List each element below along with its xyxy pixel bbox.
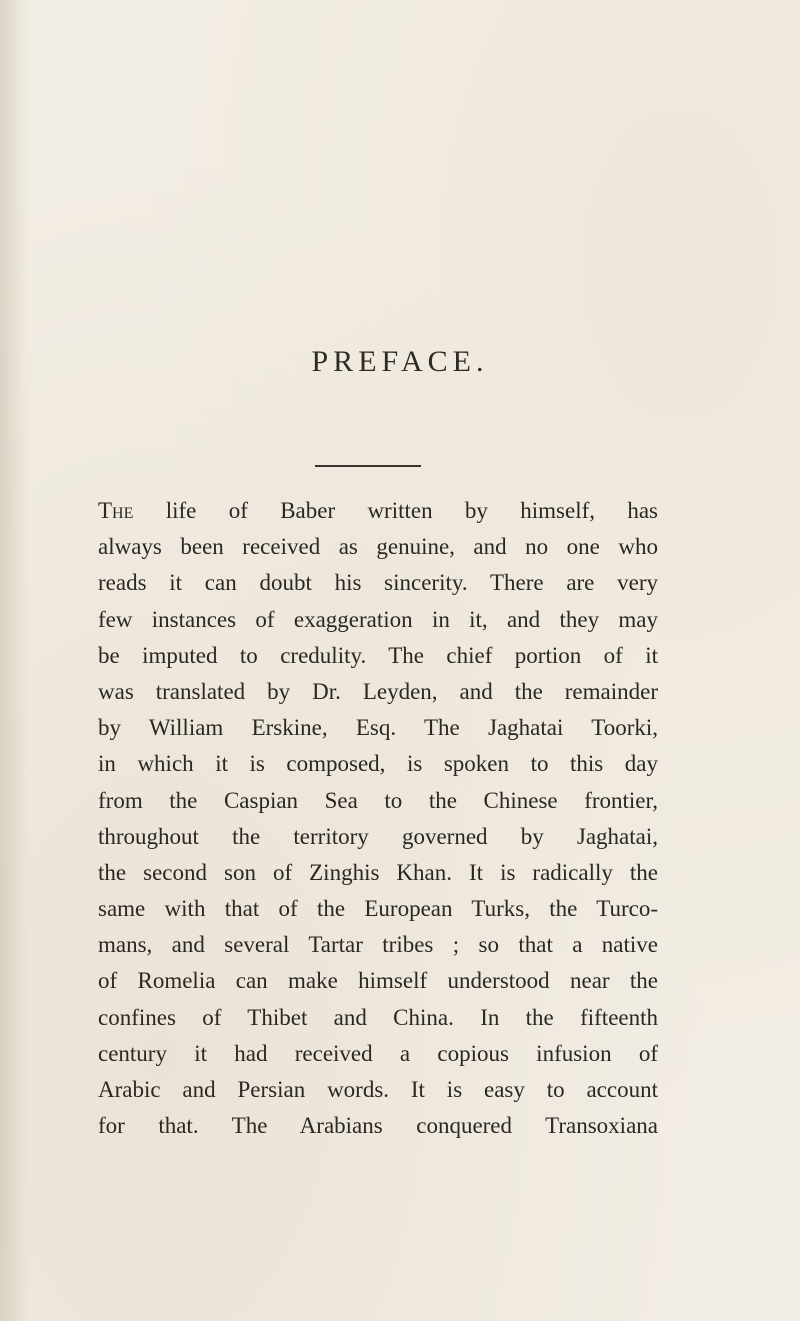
- text-line: [98, 493, 658, 529]
- text-line: from the Caspian Sea to the Chinese frontier,: [98, 787, 658, 813]
- text-line: mans, and several Tartar tribes ; so that a native: [98, 932, 658, 958]
- text-line: same with that of the European Turks, the Turco-: [98, 896, 658, 922]
- text-line: of Romelia can make himself understood near the: [98, 968, 658, 994]
- title-divider: [315, 465, 421, 467]
- preface-paragraph: [98, 493, 658, 1144]
- text-line: was translated by Dr. Leyden, and the remainder: [98, 678, 658, 704]
- text-line: always been received as genuine, and no one who: [98, 534, 658, 560]
- text-line: confines of Thibet and China. In the fifteenth: [98, 1004, 658, 1030]
- text-line: Arabic and Persian words. It is easy to account: [98, 1077, 658, 1102]
- text-line: century it had received a copious infusion of: [98, 1040, 658, 1066]
- page-title: PREFACE.: [311, 345, 489, 378]
- text-line: throughout the territory governed by Jaghatai,: [98, 823, 658, 849]
- text-line: be imputed to credulity. The chief portion of it: [98, 642, 658, 668]
- text-line: reads it can doubt his sincerity. There are very: [98, 570, 658, 596]
- text-line: for that. The Arabians conquered Transoxiana: [98, 1113, 658, 1139]
- text-line: in which it is composed, is spoken to this day: [98, 751, 658, 777]
- text-line: the second son of Zinghis Khan. It is radically the: [98, 859, 658, 885]
- drop-word: The: [98, 498, 134, 523]
- text-line: few instances of exaggeration in it, and they may: [98, 606, 658, 632]
- text-line: by William Erskine, Esq. The Jaghatai Toorki,: [98, 715, 658, 741]
- text-line-rest: life of Baber written by himself, has: [133, 498, 658, 523]
- page-edge-shadow: [0, 0, 28, 1321]
